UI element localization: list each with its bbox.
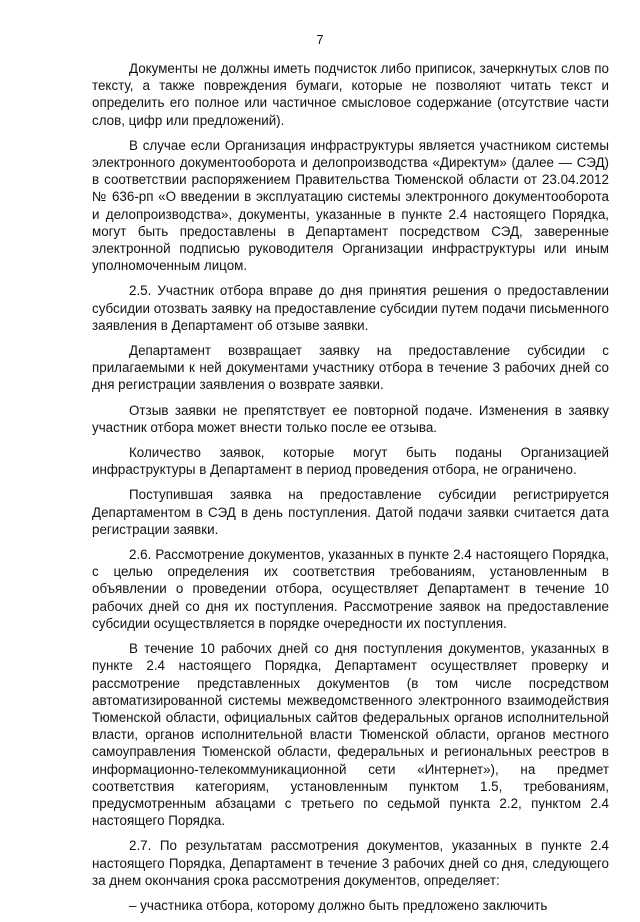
paragraph-list-item: – участника отбора, которому должно быть предложено заключить <box>129 897 548 913</box>
paragraph-application-count: Количество заявок, которые могут быть поданы Организацией инфраструктуры в Департамент в период проведения отбора, не ограничено. <box>92 445 609 478</box>
paragraph-document-requirements: Документы не должны иметь подчисток либо приписок, зачеркнутых слов по тексту, а также повреждения бумаги, которые не позволяют читать текст и определить его полное или частичное смысловое содержание (отсутствие части слов, цифр или предложений). <box>92 61 609 128</box>
paragraph-sed-submission: В случае если Организация инфраструктуры является участником системы электронного документооборота и делопроизводства «Директум» (далее — СЭД) в соответствии распоряжением Правительства Тюменской области от 23.04.2012 № 636-рп «О введении в эксплуатацию системы электронного документооборота и делопроизводства», документы, указанные в пункте 2.4 настоящего Порядка, могут быть предоставлены в Департамент посредством СЭД, заверенные электронной подписью руководителя Организации инфраструктуры или иным уполномоченным лицом. <box>92 137 609 274</box>
paragraph-application-return: Департамент возвращает заявку на предоставление субсидии с прилагаемыми к ней документами участнику отбора в течение 3 рабочих дней со дня регистрации заявления о возврате заявки. <box>92 343 609 393</box>
paragraph-section-2-7: 2.7. По результатам рассмотрения документов, указанных в пункте 2.4 настоящего Порядка, Департамент в течение 3 рабочих дней со дня, следующего за днем окончания срока рассмотрения документов, определяет: <box>92 838 609 888</box>
paragraph-registration: Поступившая заявка на предоставление субсидии регистрируется Департаментом в СЭД в день поступления. Датой подачи заявки считается дата регистрации заявки. <box>92 487 609 537</box>
paragraph-section-2-6: 2.6. Рассмотрение документов, указанных в пункте 2.4 настоящего Порядка, с целью определения их соответствия требованиям, установленным в объявлении о проведении отбора, осуществляет Департамент в течение 10 рабочих дней со дня их поступления. Рассмотрение заявок на предоставление субсидии осуществляется в порядке очередности их поступления. <box>92 547 609 631</box>
page-number: 7 <box>316 32 324 47</box>
paragraph-section-2-5: 2.5. Участник отбора вправе до дня принятия решения о предоставлении субсидии отозвать заявку на предоставление субсидии путем подачи письменного заявления в Департамент об отзыве заявки. <box>92 283 609 333</box>
paragraph-resubmission: Отзыв заявки не препятствует ее повторной подаче. Изменения в заявку участник отбора может внести только после ее отзыва. <box>92 402 609 435</box>
document-body <box>92 60 609 922</box>
paragraph-verification: В течение 10 рабочих дней со дня поступления документов, указанных в пункте 2.4 настоящего Порядка, Департамент осуществляет проверку и рассмотрение представленных документов (в том числе посредством автоматизированной системы межведомственного электронного взаимодействия Тюменской области, официальных сайтов федеральных органов исполнительной власти, органов исполнительной власти Тюменской области, органов местного самоуправления Тюменской области, федеральных и региональных реестров в информационно-телекоммуникационной сети «Интернет»), на предмет соответствия категориям, установленным пунктом 1.5, требованиям, предусмотренным абзацами с третьего по седьмой пункта 2.2, пунктом 2.4 настоящего Порядка. <box>92 641 609 829</box>
